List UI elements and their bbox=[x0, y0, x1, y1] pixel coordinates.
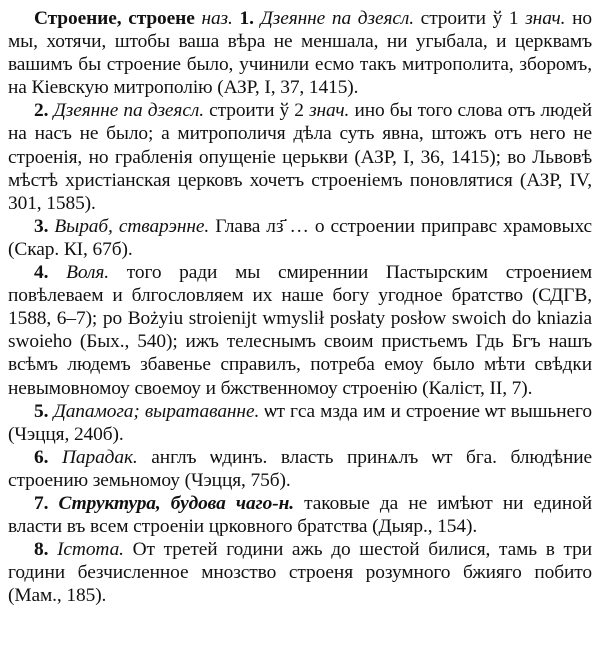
sense-gloss: Істота. bbox=[57, 539, 124, 561]
dictionary-sense-5 bbox=[8, 400, 592, 446]
dictionary-sense-4 bbox=[8, 261, 592, 400]
sense-text: ино бы того слова отъ людей на насъ не было; а митрополичя дѣла суть явна, штожъ отъ него не строенія, но грабленія опущеніе церькви (АЗР, I, 36, 1415); во Львовѣ мѣстѣ христіанская церковъ хочетъ строеніемъ поновлятися (АЗР, IV, 301, 1585). bbox=[8, 100, 593, 214]
sense-number: 8. bbox=[34, 539, 49, 561]
sense-text: того ради мы смиреннии Пастырским строением повѣлеваем и блгословляем их наше богу угодное братство (СДГВ, 1588, 6–7); po Bożyiu stroienijt wmyslił posłaty posłow swoich do kniazia swoieho (Бых., 540); ижъ телеснымъ своим пристьемъ Гдь Бгъ нашъ всѣмъ людемъ збавенье справилъ, потреба емоу было мѣти свѣдки невымовномоу своемоу и бжственномоу строенію (Каліст, II, 7). bbox=[8, 262, 592, 399]
sense-number: 2. bbox=[34, 100, 49, 122]
sense-gloss: Выраб, стварэнне. bbox=[54, 215, 210, 237]
sense-gloss: Дзеянне па дзеясл. bbox=[260, 8, 414, 29]
sense-text: но мы, хотячи, штобы ваша вѣра не меншала, ни угыбала, и церквамъ вашимъ бы строение было, учинили есмо такъ митрополита, зборомъ, на Кіевскую митрополію (АЗР, I, 37, 1415). bbox=[8, 8, 593, 99]
headword: Строение, строене bbox=[34, 8, 195, 29]
dictionary-sense-2 bbox=[8, 99, 592, 214]
sense-gloss: Воля. bbox=[66, 262, 109, 284]
sense-gloss: Парадак. bbox=[61, 446, 138, 468]
sense-reference: строити ў 1 bbox=[413, 8, 526, 29]
sense-text: англъ ѡдинъ. власть принѧлъ ѡт бга. блюдѣние строению земьномоу (Чэцця, 75б). bbox=[8, 446, 593, 491]
sense-number: 1. bbox=[239, 8, 254, 29]
sense-reference-mark: знач. bbox=[309, 100, 350, 122]
dictionary-sense-3 bbox=[8, 215, 592, 261]
sense-text: Глава лз҃ … о сстроении приправс храмовыхс (Скар. КI, 67б). bbox=[8, 215, 593, 260]
sense-number: 3. bbox=[34, 215, 49, 237]
sense-reference-mark: знач. bbox=[525, 8, 566, 29]
sense-text: таковые да не имѣют ни единой власти въ всем строеніи црковного братства (Дыяр., 154). bbox=[8, 492, 592, 538]
dictionary-sense-7 bbox=[8, 492, 592, 538]
dictionary-sense-6 bbox=[8, 446, 592, 492]
sense-text: От третей години ажь до шестой билися, тамь в три години безчисленное мнозство строеня розумного бжияго побито (Мам., 185). bbox=[8, 539, 592, 607]
dictionary-sense-8 bbox=[8, 538, 592, 607]
sense-gloss: Дзеянне па дзеясл. bbox=[53, 100, 204, 122]
sense-gloss: Структура, будова чаго-н. bbox=[58, 492, 294, 514]
sense-gloss: Дапамога; выратаванне. bbox=[53, 400, 260, 422]
sense-reference: строити ў 2 bbox=[203, 100, 310, 122]
sense-number: 4. bbox=[34, 262, 49, 284]
sense-number: 6. bbox=[34, 446, 49, 468]
sense-text: ѡт гса мзда им и строение ѡт вышьнего (Чэцця, 240б). bbox=[8, 400, 592, 445]
dictionary-entry-sense-1 bbox=[8, 7, 592, 99]
grammar-label: наз. bbox=[201, 8, 233, 29]
sense-number: 7. bbox=[34, 492, 49, 514]
sense-number: 5. bbox=[34, 400, 49, 422]
